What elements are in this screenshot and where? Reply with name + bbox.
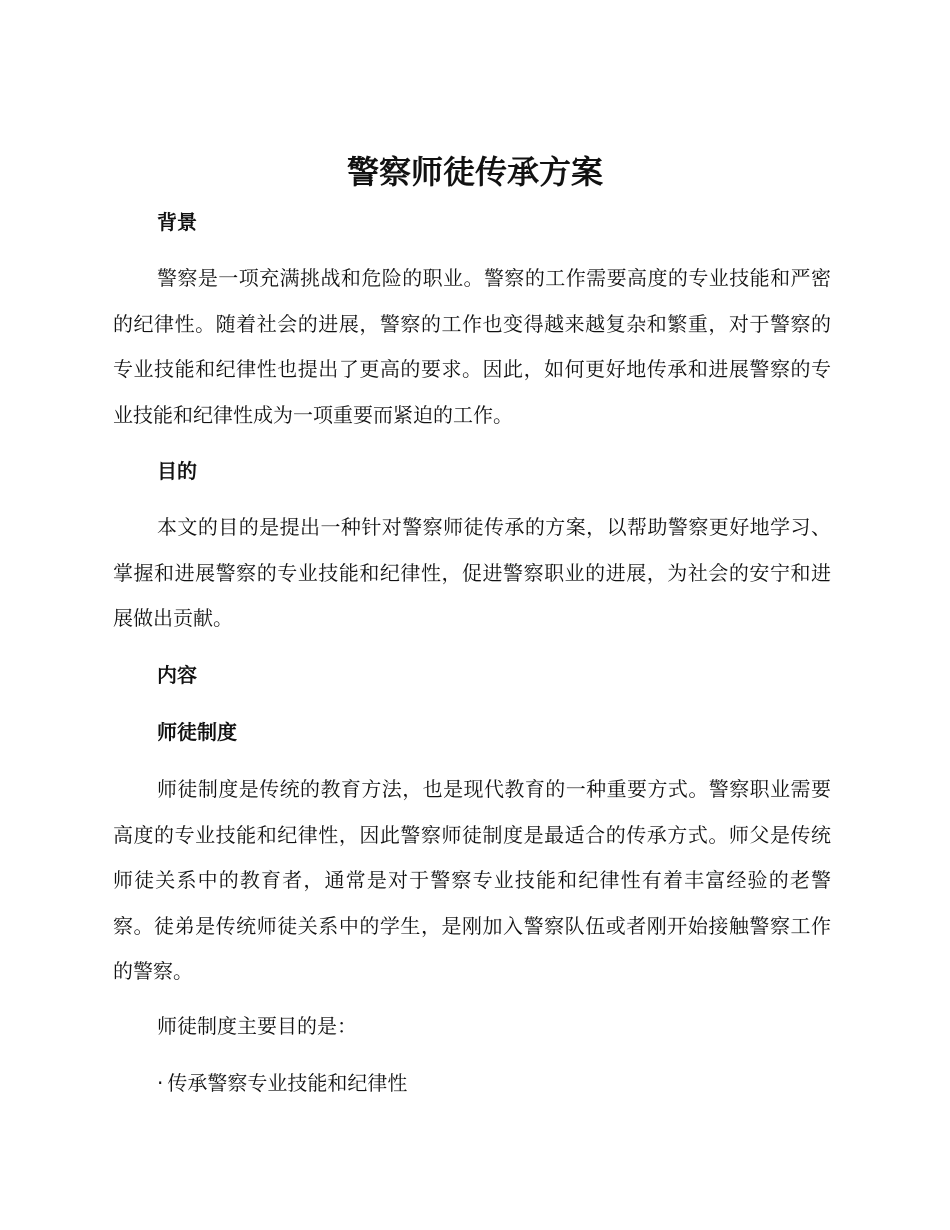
section-heading-background: 背景 (157, 210, 197, 234)
goals-list-item (157, 1068, 407, 1098)
bullet-icon: · (157, 1071, 164, 1095)
goals-intro: 师徒制度主要目的是： (157, 1014, 357, 1038)
document-title: 警察师徒传承方案 (346, 153, 603, 191)
mentorship-system-paragraph: 师徒制度是传统的教育方法，也是现代教育的一种重要方式。警察职业需要高度的专业技能和纪律性，因此警察师徒制度是最适合的传承方式。师父是传统师徒关系中的教育者，通常是对于警察专业技能和纪律性有着丰富经验的老警察。徒弟是传统师徒关系中的学生，是刚加入警察队伍或者刚开始接触警察工作的警察。 (113, 777, 831, 984)
background-paragraph: 警察是一项充满挑战和危险的职业。警察的工作需要高度的专业技能和严密的纪律性。随着社会的进展，警察的工作也变得越来越复杂和繁重，对于警察的专业技能和纪律性也提出了更高的要求。因此，如何更好地传承和进展警察的专业技能和纪律性成为一项重要而紧迫的工作。 (113, 266, 831, 427)
section-heading-content: 内容 (157, 663, 197, 687)
section-heading-purpose: 目的 (157, 459, 197, 483)
subsection-heading-mentorship-system: 师徒制度 (157, 720, 237, 744)
goal-item-text: 传承警察专业技能和纪律性 (167, 1071, 408, 1095)
purpose-paragraph: 本文的目的是提出一种针对警察师徒传承的方案，以帮助警察更好地学习、掌握和进展警察的专业技能和纪律性，促进警察职业的进展，为社会的安宁和进展做出贡献。 (113, 515, 831, 631)
